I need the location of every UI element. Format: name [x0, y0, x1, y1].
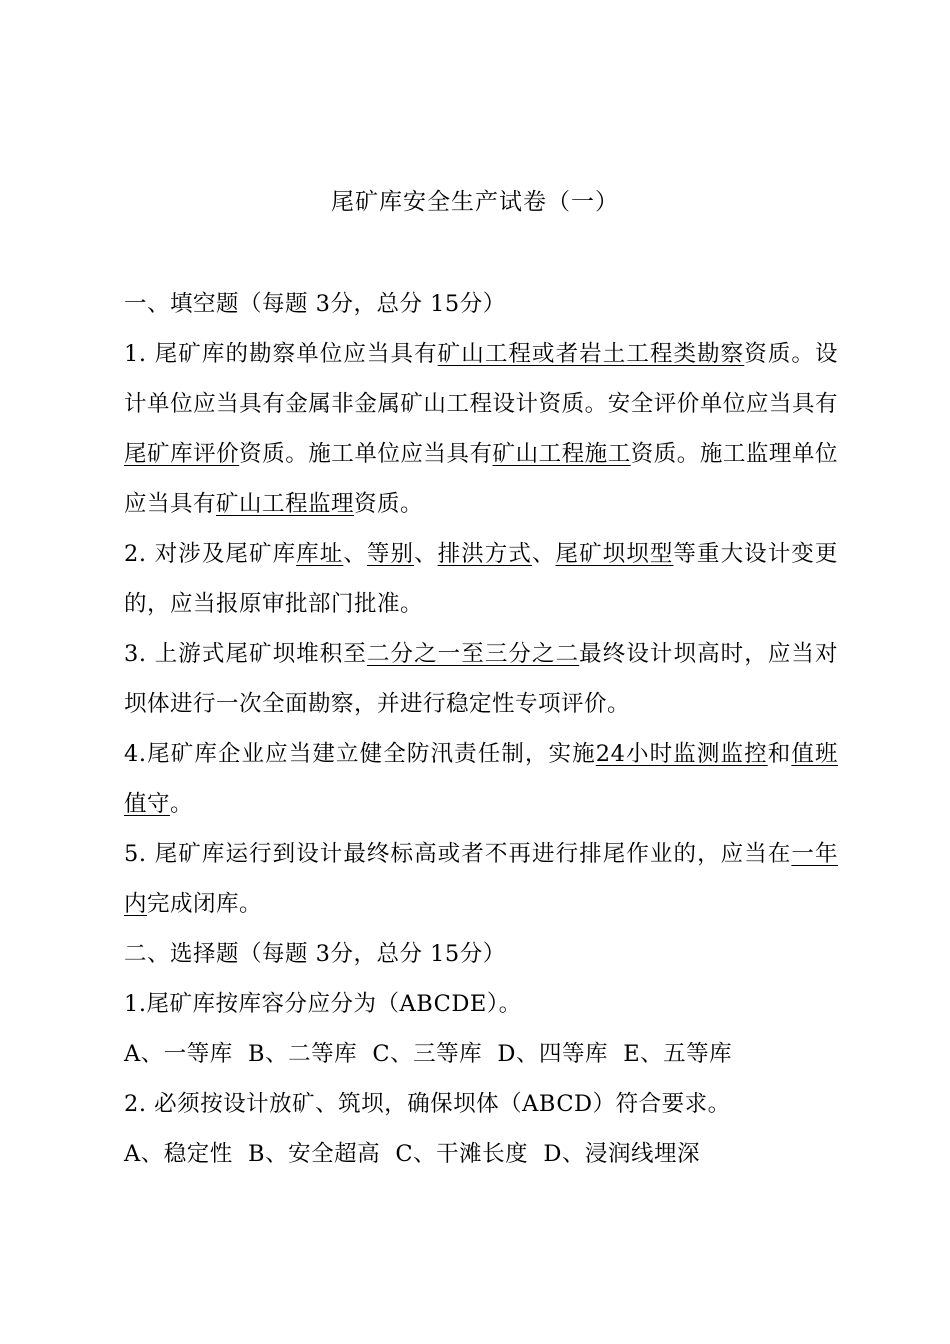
- choice-question-2-stem: 2. 必须按设计放矿、筑坝，确保坝体（ABCD）符合要求。: [124, 1091, 731, 1117]
- question-2-fill-in: [124, 529, 838, 629]
- question-text: 5. 尾矿库运行到设计最终标高或者不再进行排尾作业的，应当在: [124, 841, 792, 867]
- question-text: 3. 上游式尾矿坝堆积至: [124, 641, 367, 667]
- answer-blank: 矿山工程施工: [492, 441, 631, 467]
- question-text: 。: [170, 791, 194, 817]
- question-text: 完成闭库。: [147, 891, 263, 917]
- question-text: 和: [767, 741, 792, 767]
- question-text: 4.尾矿库企业应当建立健全防汛责任制，实施: [124, 741, 596, 767]
- question-1-fill-in: [124, 329, 838, 529]
- answer-blank: 库址: [296, 541, 344, 567]
- question-text: 资质。施工单位应当具有: [239, 441, 493, 467]
- answer-blank: 尾矿库评价: [124, 441, 240, 467]
- answer-blank: 等别: [366, 541, 415, 567]
- section-heading-multiple-choice: 二、选择题（每题 3分，总分 15分）: [124, 941, 506, 967]
- separator: 、: [531, 541, 556, 567]
- choice-question-1-options: A、一等库 B、二等库 C、三等库 D、四等库 E、五等库: [124, 1041, 733, 1067]
- question-text: 资质。施工监理单位应当具有: [124, 441, 838, 517]
- choice-question-1-stem: 1.尾矿库按库容分应分为（ABCDE）。: [124, 991, 522, 1017]
- separator: 、: [343, 541, 367, 567]
- answer-blank: 矿山工程或者岩土工程类勘察: [437, 341, 745, 367]
- question-text: 资质。: [354, 491, 424, 517]
- question-text: 资质。设计单位应当具有金属非金属矿山工程设计资质。安全评价单位应当具有: [124, 341, 838, 417]
- answer-blank: 排洪方式: [437, 541, 532, 567]
- answer-blank: 二分之一至三分之二: [366, 641, 580, 667]
- section-heading-fill-in: 一、填空题（每题 3分，总分 15分）: [124, 291, 506, 317]
- question-5-fill-in: [124, 829, 838, 929]
- answer-blank: 矿山工程监理: [216, 491, 355, 517]
- question-3-fill-in: [124, 629, 838, 729]
- question-text: 1. 尾矿库的勘察单位应当具有: [124, 341, 438, 367]
- question-text: 等重大设计变更的，应当报原审批部门批准。: [124, 541, 838, 617]
- choice-question-2-options: A、稳定性 B、安全超高 C、干滩长度 D、浸润线埋深: [124, 1141, 700, 1167]
- answer-blank: 尾矿坝坝型: [555, 541, 674, 567]
- page-title: 尾矿库安全生产试卷（一）: [331, 189, 619, 215]
- question-text: 最终设计坝高时，应当对坝体进行一次全面勘察，并进行稳定性专项评价。: [124, 641, 838, 717]
- answer-blank: 一年内: [124, 841, 838, 917]
- question-text: 2. 对涉及尾矿库: [124, 541, 297, 567]
- answer-blank: 值班值守: [124, 741, 838, 817]
- separator: 、: [414, 541, 438, 567]
- question-4-fill-in: [124, 729, 838, 829]
- answer-blank: 24小时监测监控: [595, 741, 768, 767]
